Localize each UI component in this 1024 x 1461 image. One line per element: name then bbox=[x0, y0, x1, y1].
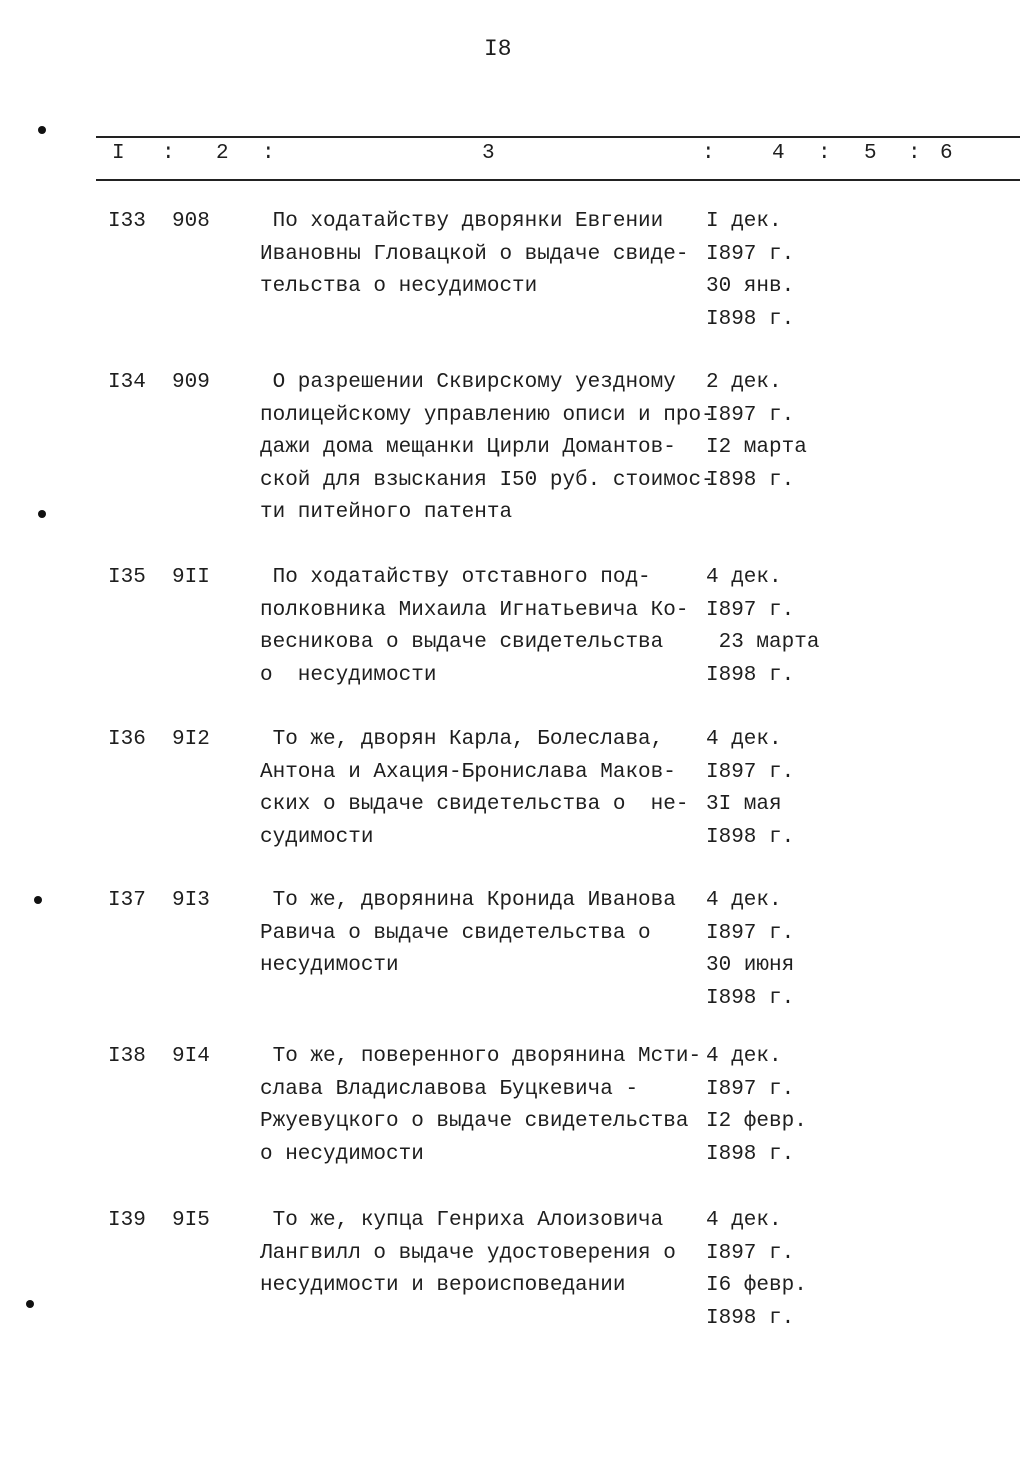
date-line: I898 г. bbox=[706, 663, 795, 687]
entry-number: I37 bbox=[108, 889, 146, 912]
description-line: несудимости и вероисповедании bbox=[260, 1274, 626, 1297]
entry-number: I39 bbox=[108, 1209, 146, 1232]
file-number: 909 bbox=[172, 371, 210, 394]
file-number: 9I4 bbox=[172, 1045, 210, 1068]
entry-number: I33 bbox=[108, 210, 146, 233]
date-line: 23 марта bbox=[706, 631, 820, 654]
description-line: Ржуевуцкого о выдаче свидетельства bbox=[260, 1110, 689, 1133]
column-header: 3 bbox=[482, 142, 495, 165]
date-line: I898 г. bbox=[706, 825, 795, 849]
column-separator: : bbox=[262, 142, 275, 165]
description-line: Лангвилл о выдаче удостоверения о bbox=[260, 1241, 676, 1265]
description-line: ти питейного патента bbox=[260, 501, 513, 524]
description-line: То же, дворянина Кронида Иванова bbox=[260, 889, 676, 912]
table-header-rule bbox=[96, 179, 1020, 181]
entry-dates bbox=[706, 885, 794, 1015]
column-separator: : bbox=[908, 142, 921, 165]
entry-dates bbox=[706, 724, 794, 854]
column-separator: : bbox=[702, 142, 715, 165]
date-line: 4 дек. bbox=[706, 1209, 782, 1232]
file-number: 9II bbox=[172, 566, 210, 589]
description-line: По ходатайству дворянки Евгении bbox=[260, 210, 664, 233]
entry-description bbox=[260, 885, 676, 983]
date-line: 4 дек. bbox=[706, 566, 782, 589]
entry-dates bbox=[706, 1205, 807, 1335]
description-line: О разрешении Сквирскому уездному bbox=[260, 371, 676, 394]
date-line: 4 дек. bbox=[706, 889, 782, 912]
punch-hole-mark bbox=[34, 896, 42, 904]
entry-description bbox=[260, 1205, 676, 1303]
date-line: 30 янв. bbox=[706, 275, 795, 298]
column-header: I bbox=[112, 142, 125, 165]
date-line: I898 г. bbox=[706, 986, 795, 1010]
date-line: I897 г. bbox=[706, 1241, 795, 1265]
description-line: То же, поверенного дворянина Мсти- bbox=[260, 1045, 702, 1068]
date-line: I897 г. bbox=[706, 242, 795, 266]
date-line: I898 г. bbox=[706, 1306, 795, 1330]
date-line: 2 дек. bbox=[706, 371, 782, 394]
date-line: I897 г. bbox=[706, 921, 795, 945]
date-line: I2 февр. bbox=[706, 1110, 807, 1133]
entry-description bbox=[260, 206, 688, 304]
entry-dates bbox=[706, 562, 819, 692]
entry-description bbox=[260, 1041, 701, 1171]
description-line: То же, купца Генриха Алоизовича bbox=[260, 1209, 664, 1232]
table-top-rule bbox=[96, 136, 1020, 138]
description-line: слава Владиславова Буцкевича - bbox=[260, 1077, 639, 1101]
description-line: дажи дома мещанки Цирли Домантов- bbox=[260, 436, 676, 459]
date-line: I897 г. bbox=[706, 403, 795, 427]
description-line: полицейскому управлению описи и про- bbox=[260, 403, 714, 427]
description-line: весникова о выдаче свидетельства bbox=[260, 631, 664, 654]
description-line: судимости bbox=[260, 825, 374, 849]
entry-number: I35 bbox=[108, 566, 146, 589]
column-header: 4 bbox=[772, 142, 785, 165]
description-line: тельства о несудимости bbox=[260, 275, 538, 298]
date-line: 4 дек. bbox=[706, 1045, 782, 1068]
file-number: 9I3 bbox=[172, 889, 210, 912]
column-header: 2 bbox=[216, 142, 229, 165]
entry-description bbox=[260, 724, 688, 854]
date-line: 30 июня bbox=[706, 954, 795, 977]
description-line: По ходатайству отставного под- bbox=[260, 566, 651, 589]
description-line: Антона и Ахация-Бронислава Маков- bbox=[260, 760, 676, 784]
entry-number: I36 bbox=[108, 728, 146, 751]
punch-hole-mark bbox=[38, 126, 46, 134]
column-header: 6 bbox=[940, 142, 953, 165]
file-number: 908 bbox=[172, 210, 210, 233]
description-line: несудимости bbox=[260, 954, 399, 977]
date-line: 4 дек. bbox=[706, 728, 782, 751]
punch-hole-mark bbox=[26, 1300, 34, 1308]
description-line: о несудимости bbox=[260, 1142, 424, 1166]
date-line: I дек. bbox=[706, 210, 782, 233]
date-line: 3I мая bbox=[706, 793, 782, 816]
entry-dates bbox=[706, 1041, 807, 1171]
description-line: То же, дворян Карла, Болеслава, bbox=[260, 728, 664, 751]
entry-description bbox=[260, 367, 714, 530]
date-line: I6 февр. bbox=[706, 1274, 807, 1297]
entry-dates bbox=[706, 206, 794, 336]
description-line: Ивановны Гловацкой о выдаче свиде- bbox=[260, 242, 689, 266]
date-line: I898 г. bbox=[706, 307, 795, 331]
page-number: I8 bbox=[484, 36, 512, 62]
column-separator: : bbox=[162, 142, 175, 165]
date-line: I2 марта bbox=[706, 436, 807, 459]
description-line: ских о выдаче свидетельства о не- bbox=[260, 793, 689, 816]
description-line: полковника Михаила Игнатьевича Ко- bbox=[260, 598, 689, 622]
entry-number: I38 bbox=[108, 1045, 146, 1068]
date-line: I897 г. bbox=[706, 760, 795, 784]
date-line: I897 г. bbox=[706, 1077, 795, 1101]
entry-description bbox=[260, 562, 688, 692]
date-line: I897 г. bbox=[706, 598, 795, 622]
file-number: 9I5 bbox=[172, 1209, 210, 1232]
column-header: 5 bbox=[864, 142, 877, 165]
file-number: 9I2 bbox=[172, 728, 210, 751]
description-line: о несудимости bbox=[260, 663, 437, 687]
description-line: ской для взыскания I50 руб. стоимос- bbox=[260, 468, 714, 492]
entry-number: I34 bbox=[108, 371, 146, 394]
entry-dates bbox=[706, 367, 807, 497]
date-line: I898 г. bbox=[706, 1142, 795, 1166]
date-line: I898 г. bbox=[706, 468, 795, 492]
description-line: Равича о выдаче свидетельства о bbox=[260, 921, 651, 945]
column-separator: : bbox=[818, 142, 831, 165]
punch-hole-mark bbox=[38, 510, 46, 518]
